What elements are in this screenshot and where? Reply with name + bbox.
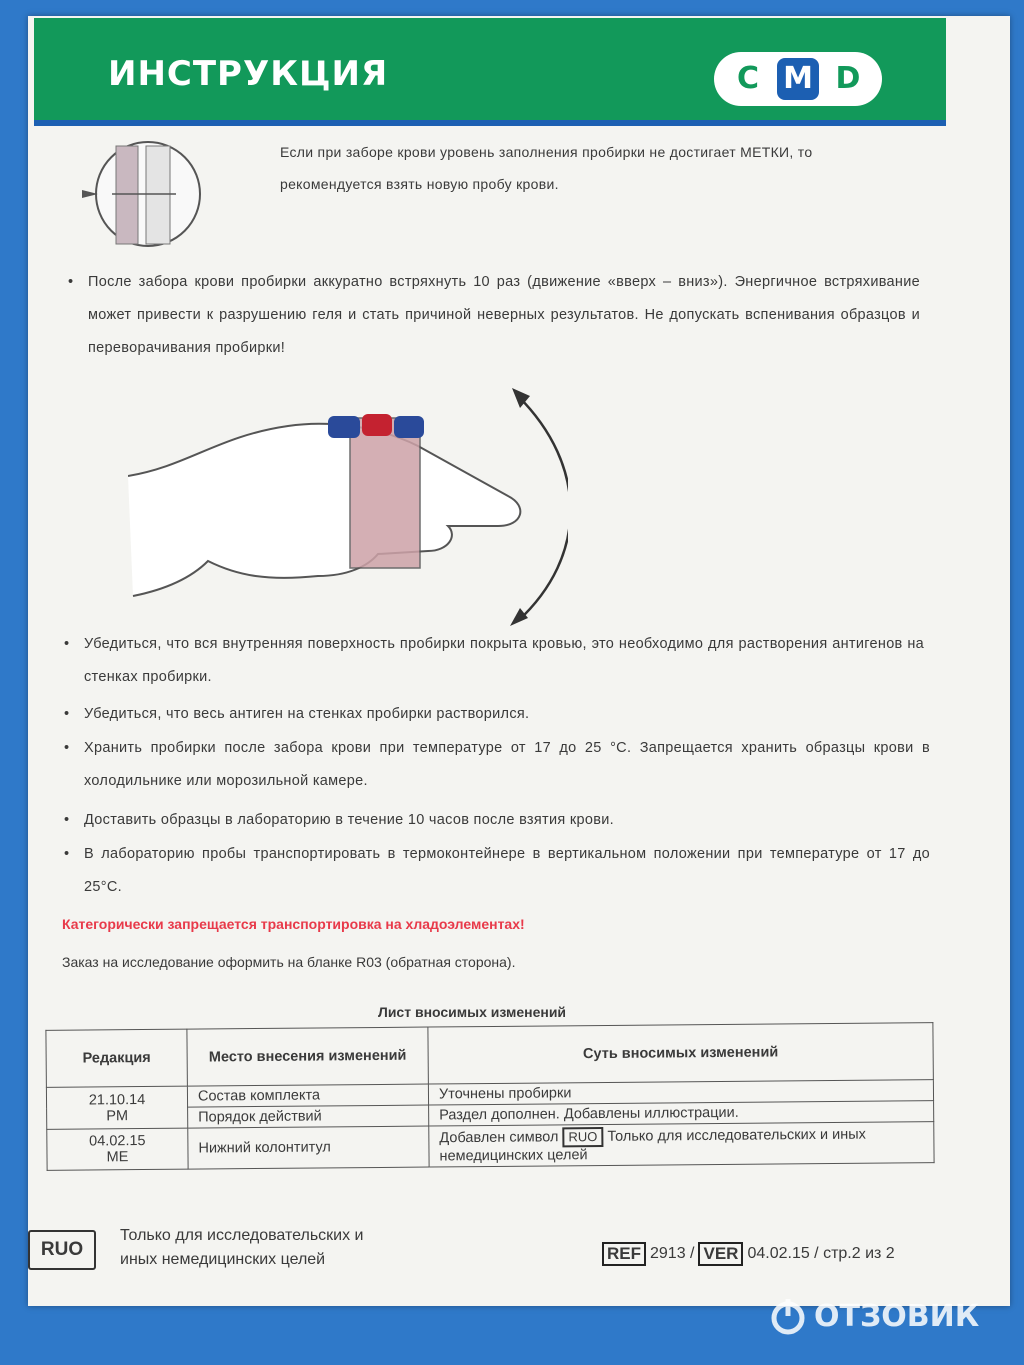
edition-date: 21.10.14	[88, 1091, 146, 1109]
change-cell: Раздел дополнен. Добавлены иллюстрации.	[429, 1101, 934, 1126]
header-edition: Редакция	[46, 1029, 187, 1087]
ruo-description-line-2: иных немедицинских целей	[120, 1251, 326, 1268]
edition-author: PM	[106, 1107, 129, 1124]
table-header-row	[46, 1023, 933, 1088]
reference-info	[602, 1242, 895, 1266]
order-note: Заказ на исследование оформить на бланке R03 (обратная сторона).	[62, 954, 516, 970]
place-cell: Нижний колонтитул	[188, 1126, 429, 1169]
table-row	[47, 1122, 934, 1171]
edition-cell	[46, 1086, 187, 1129]
transport-warning: Категорически запрещается транспортировка на хладоэлементах!	[62, 916, 525, 932]
paragraph-coverage: • Убедиться, что вся внутренняя поверхность пробирки покрыта кровью, это необходимо для растворения антигенов на стенках пробирки.	[84, 628, 924, 694]
page-title: ИНСТРУКЦИЯ	[108, 54, 389, 94]
ruo-description	[120, 1224, 363, 1272]
intro-text	[280, 136, 960, 200]
place-cell: Состав комплекта	[187, 1084, 428, 1107]
logo-letter-c: C	[736, 61, 760, 96]
paragraph-shake: • После забора крови пробирки аккуратно встряхнуть 10 раз (движение «вверх – вниз»). Энергичное встряхивание может привести к разрушению геля и стать причиной неверных результатов. Не допускать вспенивания образцов и переворачивания пробирки!	[88, 266, 920, 365]
edition-cell	[47, 1128, 188, 1170]
otzovik-watermark	[768, 1296, 979, 1336]
hand-shaking-tubes-illustration	[128, 376, 568, 626]
paragraph-transport: • В лабораторию пробы транспортировать в термоконтейнере в вертикальном положении при температуре от 17 до 25°С.	[84, 838, 930, 904]
intro-line-1: Если при заборе крови уровень заполнения пробирки не достигает МЕТКИ, то	[280, 144, 813, 160]
place-cell: Порядок действий	[188, 1105, 429, 1128]
cmd-logo	[714, 52, 882, 106]
change-suffix: Только для исследовательских и иных немедицинских целей	[439, 1126, 866, 1165]
ruo-badge: RUO	[28, 1230, 96, 1270]
intro-line-2: рекомендуется взять новую пробу крови.	[280, 176, 559, 192]
change-prefix: Добавлен символ	[439, 1129, 559, 1147]
ver-value: 04.02.15 / стр.2 из 2	[747, 1245, 895, 1262]
changes-table	[45, 1022, 934, 1171]
header-place: Место внесения изменений	[187, 1027, 428, 1086]
power-icon	[768, 1296, 808, 1336]
header-change: Суть вносимых изменений	[428, 1023, 933, 1084]
edition-date: 04.02.15	[89, 1133, 146, 1150]
tube-mark-illustration	[76, 140, 208, 248]
instruction-sheet	[28, 16, 1010, 1306]
paragraph-storage: • Хранить пробирки после забора крови при температуре от 17 до 25 °С. Запрещается хранить образцы крови в холодильнике или морозильной камере.	[84, 732, 930, 798]
change-cell	[429, 1122, 934, 1167]
change-cell: Уточнены пробирки	[428, 1080, 933, 1105]
paragraph-dissolved: • Убедиться, что весь антиген на стенках пробирки растворился.	[84, 698, 924, 731]
changes-table-title: Лист вносимых изменений	[378, 1004, 567, 1020]
ref-value: 2913 /	[650, 1245, 695, 1262]
ref-label: REF	[602, 1242, 646, 1266]
ruo-symbol: RUO	[562, 1127, 603, 1147]
logo-letter-m: M	[777, 58, 819, 100]
watermark-text: ОТЗОВИК	[814, 1298, 980, 1334]
paragraph-delivery: • Доставить образцы в лабораторию в течение 10 часов после взятия крови.	[84, 804, 930, 837]
ver-label: VER	[698, 1242, 743, 1266]
edition-author: ME	[106, 1149, 129, 1166]
ruo-description-line-1: Только для исследовательских и	[120, 1227, 364, 1244]
header-banner	[34, 18, 946, 126]
logo-letter-d: D	[835, 61, 861, 96]
